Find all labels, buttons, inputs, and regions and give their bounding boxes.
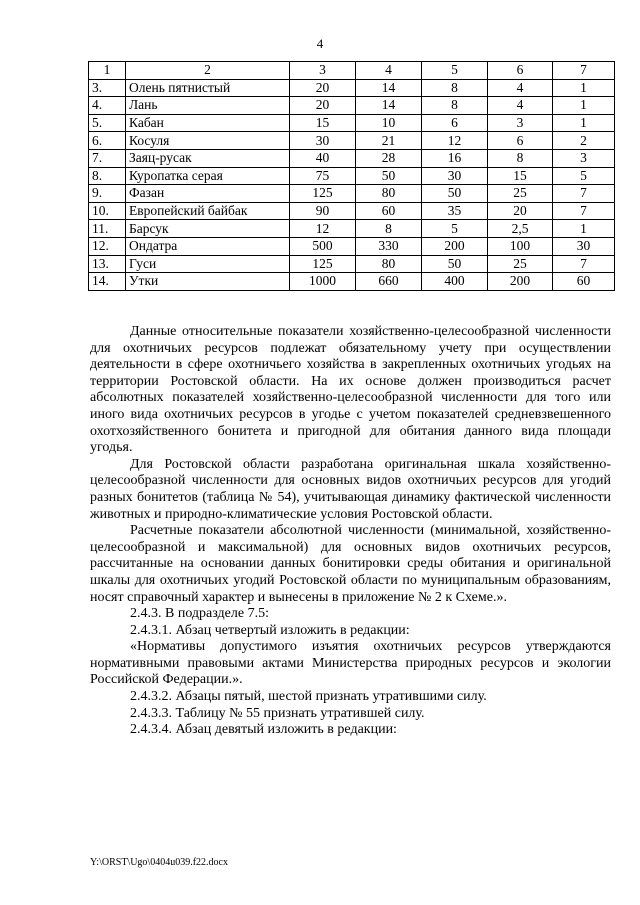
table-row (89, 97, 615, 115)
table-cell: 14 (356, 79, 422, 97)
paragraph: 2.4.3. В подразделе 7.5: (130, 606, 269, 622)
table-cell: 1000 (290, 273, 356, 291)
table-cell: 1 (553, 97, 615, 115)
table-cell: 4 (356, 62, 422, 80)
table-cell: 25 (488, 185, 553, 203)
table-cell: 2,5 (488, 220, 553, 238)
table-cell: 125 (290, 185, 356, 203)
table-cell: 6 (488, 132, 553, 150)
table-cell: 30 (422, 167, 488, 185)
table-cell: 500 (290, 237, 356, 255)
table-cell: 14. (89, 273, 126, 291)
table-cell: Барсук (126, 220, 290, 238)
table-cell: 5. (89, 114, 126, 132)
table-cell: 1 (553, 220, 615, 238)
table-cell: 50 (356, 167, 422, 185)
table-cell: 1 (553, 79, 615, 97)
paragraph: 2.4.3.3. Таблицу № 55 признать утратившей силу. (130, 705, 425, 721)
table-cell: 60 (553, 273, 615, 291)
table-cell: 25 (488, 255, 553, 273)
table-cell: 15 (290, 114, 356, 132)
table-cell: 7 (553, 62, 615, 80)
table-cell: 10. (89, 202, 126, 220)
table-cell: Кабан (126, 114, 290, 132)
table-cell: Лань (126, 97, 290, 115)
table-row (89, 202, 615, 220)
page-number: 4 (316, 36, 324, 51)
table-cell: 2 (553, 132, 615, 150)
table-cell: 21 (356, 132, 422, 150)
table-row (89, 220, 615, 238)
table-cell: 20 (290, 79, 356, 97)
table-cell: Олень пятнистый (126, 79, 290, 97)
table-cell: 3 (553, 149, 615, 167)
table-row (89, 132, 615, 150)
table-cell: 200 (488, 273, 553, 291)
table-cell: Заяц-русак (126, 149, 290, 167)
table-cell: 10 (356, 114, 422, 132)
table-cell: 4 (488, 79, 553, 97)
table-cell: 5 (422, 62, 488, 80)
table-cell: 7 (553, 255, 615, 273)
table-cell: 7. (89, 149, 126, 167)
table-cell: 4 (488, 97, 553, 115)
table-cell: 200 (422, 237, 488, 255)
table-cell: 7 (553, 185, 615, 203)
table-cell: 660 (356, 273, 422, 291)
table-cell: 6 (488, 62, 553, 80)
table-cell: 14 (356, 97, 422, 115)
table-cell: 125 (290, 255, 356, 273)
table-cell: 8 (422, 79, 488, 97)
table-row (89, 79, 615, 97)
table-cell: 8 (422, 97, 488, 115)
table-cell: 4. (89, 97, 126, 115)
file-path-footer: Y:\ORST\Ugo\0404u039.f22.docx (90, 857, 228, 868)
table-row (89, 149, 615, 167)
table-row (89, 273, 615, 291)
table-cell: Куропатка серая (126, 167, 290, 185)
table-cell: Фазан (126, 185, 290, 203)
table-header-row (89, 62, 615, 80)
table-cell: 60 (356, 202, 422, 220)
paragraph: Расчетные показатели абсолютной численности (минимальной, хозяйственно-целесообразной и максимальной) для основных видов охотничьих ресурсов, рассчитанные на основании данных бонитировки среды обитания и оригинальной шкалы для охотничьих угодий Ростовской области по муниципальным образованиям, носят справочный характер и вынесены в приложение № 2 к Схеме.». (90, 523, 611, 605)
table-cell: 20 (290, 97, 356, 115)
table-cell: 90 (290, 202, 356, 220)
table-cell: 11. (89, 220, 126, 238)
table-cell: 28 (356, 149, 422, 167)
table-cell: 80 (356, 255, 422, 273)
table-cell: 40 (290, 149, 356, 167)
table-row (89, 114, 615, 132)
table-cell: 3 (488, 114, 553, 132)
table-cell: 6 (422, 114, 488, 132)
species-density-table (88, 61, 615, 291)
paragraph: 2.4.3.4. Абзац девятый изложить в редакции: (130, 722, 397, 738)
table-cell: 330 (356, 237, 422, 255)
table-cell: 50 (422, 185, 488, 203)
paragraph: 2.4.3.1. Абзац четвертый изложить в редакции: (130, 622, 410, 638)
table-cell: 15 (488, 167, 553, 185)
table-cell: Гуси (126, 255, 290, 273)
table-cell: 7 (553, 202, 615, 220)
table-row (89, 255, 615, 273)
paragraph: «Нормативы допустимого изъятия охотничьих ресурсов утверждаются нормативными правовыми актами Министерства природных ресурсов и экологии Российской Федерации.». (90, 639, 611, 688)
table-cell: 80 (356, 185, 422, 203)
table-cell: 16 (422, 149, 488, 167)
table-row (89, 237, 615, 255)
paragraph: Данные относительные показатели хозяйственно-целесообразной численности для охотничьих ресурсов подлежат обязательному учету при осуществлении деятельности в сфере охотничьего хозяйства в закрепленных охотничьих угодьях на территории Ростовской области. На их основе должен производиться расчет абсолютных показателей хозяйственно-целесообразной численности для того или иного вида охотничьих ресурсов в угодье с учетом показателей средневзвешенного охотхозяйственного бонитета и пригодной для обитания данного вида площади угодья. (90, 324, 611, 456)
table-cell: 3. (89, 79, 126, 97)
table-cell: 5 (553, 167, 615, 185)
table-cell: 2 (126, 62, 290, 80)
table-cell: 400 (422, 273, 488, 291)
table-cell: 20 (488, 202, 553, 220)
table-cell: 100 (488, 237, 553, 255)
table-cell: 30 (290, 132, 356, 150)
table-cell: Европейский байбак (126, 202, 290, 220)
table-cell: 8 (488, 149, 553, 167)
table-cell: 12. (89, 237, 126, 255)
body-text (90, 324, 611, 739)
table-cell: 12 (290, 220, 356, 238)
table-cell: 6. (89, 132, 126, 150)
paragraph: Для Ростовской области разработана оригинальная шкала хозяйственно-целесообразной численности для основных видов охотничьих ресурсов для угодий разных бонитетов (таблица № 54), учитывающая динамику фактической численности животных и природно-климатические условия Ростовской области. (90, 456, 611, 522)
table-cell: Утки (126, 273, 290, 291)
table-cell: 35 (422, 202, 488, 220)
table-row (89, 167, 615, 185)
table-cell: Косуля (126, 132, 290, 150)
table-cell: 3 (290, 62, 356, 80)
table-cell: 1 (553, 114, 615, 132)
table-cell: 12 (422, 132, 488, 150)
table-cell: 8 (356, 220, 422, 238)
table-cell: Ондатра (126, 237, 290, 255)
table-cell: 1 (89, 62, 126, 80)
paragraph: 2.4.3.2. Абзацы пятый, шестой признать утратившими силу. (130, 689, 487, 705)
table-row (89, 185, 615, 203)
table-cell: 13. (89, 255, 126, 273)
table-cell: 75 (290, 167, 356, 185)
table-cell: 5 (422, 220, 488, 238)
table-cell: 50 (422, 255, 488, 273)
table-cell: 9. (89, 185, 126, 203)
table-cell: 30 (553, 237, 615, 255)
table-cell: 8. (89, 167, 126, 185)
